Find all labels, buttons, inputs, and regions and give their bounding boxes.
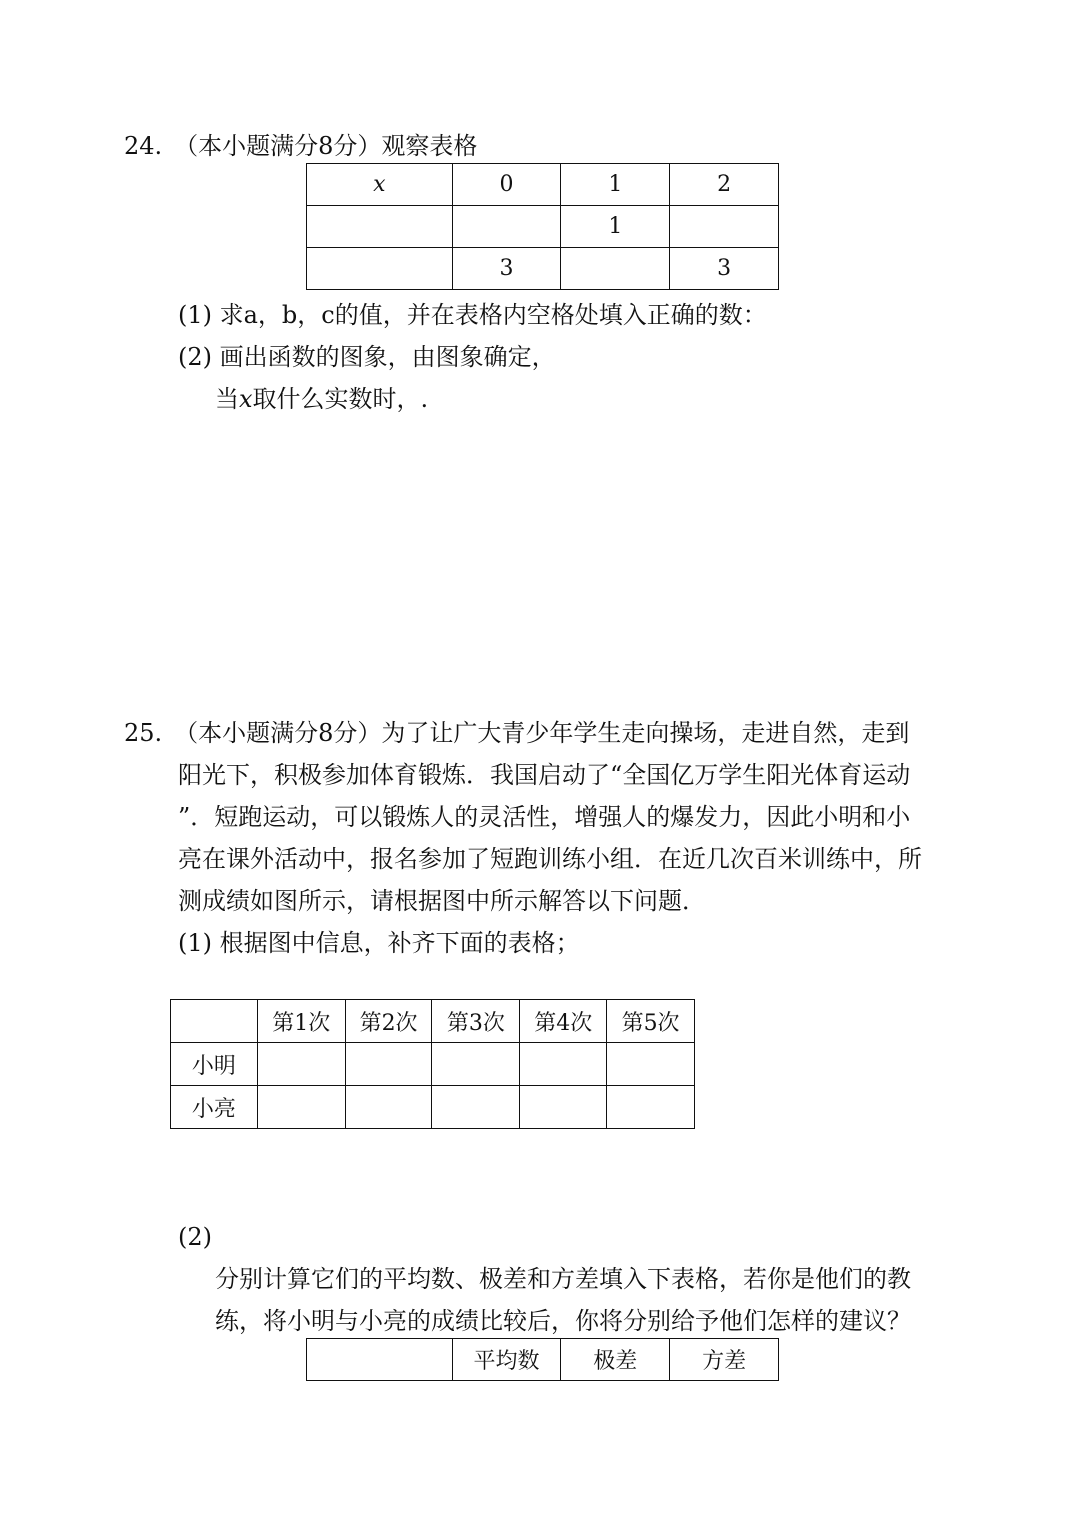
q24-cell: 3 (670, 248, 779, 290)
q25-cell (257, 1086, 345, 1129)
q25-stats-header: 极差 (561, 1339, 670, 1381)
q25-cell (432, 1086, 520, 1129)
q24-cell: 1 (561, 164, 670, 206)
q25-cell (432, 1043, 520, 1086)
q25-line-5: 测成绩如图所示，请根据图中所示解答以下问题． (178, 887, 706, 915)
q24-header: 24. （本小题满分8分）观察表格 (124, 132, 478, 160)
q25-part2-label: (2) (178, 1223, 212, 1251)
q24-table (306, 163, 779, 290)
q25-row-label-xiaoliang: 小亮 (171, 1086, 258, 1129)
q24-part2-var-x: x (239, 385, 253, 413)
q25-part1: (1) 根据图中信息，补齐下面的表格； (178, 929, 580, 957)
q25-header-cell: 第1次 (257, 1000, 345, 1043)
q25-line-3: ”．短跑运动，可以锻炼人的灵活性，增强人的爆发力，因此小明和小 (178, 803, 911, 831)
q25-cell (607, 1086, 695, 1129)
q25-stats-table (306, 1338, 779, 1381)
q24-cell (452, 206, 561, 248)
q24-cell (561, 248, 670, 290)
q25-part2-line-1: 分别计算它们的平均数、极差和方差填入下表格，若你是他们的教 (215, 1265, 911, 1293)
q25-results-table (170, 999, 695, 1129)
q25-line-1: 25. （本小题满分8分）为了让广大青少年学生走向操场，走进自然，走到 (124, 719, 910, 747)
q25-stats-corner (307, 1339, 453, 1381)
q24-cell (307, 206, 453, 248)
q24-cell (307, 248, 453, 290)
q25-header-cell: 第5次 (607, 1000, 695, 1043)
q25-cell (607, 1043, 695, 1086)
q24-part2-line2 (215, 384, 428, 414)
q25-cell (345, 1043, 432, 1086)
q25-header-cell: 第2次 (345, 1000, 432, 1043)
q25-stats-header: 平均数 (452, 1339, 561, 1381)
q24-part2: (2) 画出函数的图象，由图象确定， (178, 343, 556, 371)
q24-cell (670, 206, 779, 248)
q25-cell (345, 1086, 432, 1129)
q25-cell (257, 1043, 345, 1086)
q24-cell: 3 (452, 248, 561, 290)
q24-cell-x: x (307, 164, 453, 206)
q24-part2-text-a: 当 (215, 385, 239, 413)
q25-row-label-xiaoming: 小明 (171, 1043, 258, 1086)
q25-part2-line-2: 练，将小明与小亮的成绩比较后，你将分别给予他们怎样的建议？ (215, 1307, 911, 1335)
q24-cell: 2 (670, 164, 779, 206)
q25-line-2: 阳光下，积极参加体育锻炼．我国启动了“全国亿万学生阳光体育运动 (178, 761, 911, 789)
q25-cell (520, 1086, 607, 1129)
q24-part2-text-b: 取什么实数时，. (252, 385, 429, 413)
q25-header-cell: 第3次 (432, 1000, 520, 1043)
q25-cell (520, 1043, 607, 1086)
q24-cell: 1 (561, 206, 670, 248)
q25-header-cell: 第4次 (520, 1000, 607, 1043)
q25-table-corner (171, 1000, 258, 1043)
q25-stats-header: 方差 (670, 1339, 779, 1381)
q25-line-4: 亮在课外活动中，报名参加了短跑训练小组．在近几次百米训练中，所 (178, 845, 922, 873)
q24-cell: 0 (452, 164, 561, 206)
q24-part1: (1) 求a，b，c的值，并在表格内空格处填入正确的数： (178, 301, 767, 329)
